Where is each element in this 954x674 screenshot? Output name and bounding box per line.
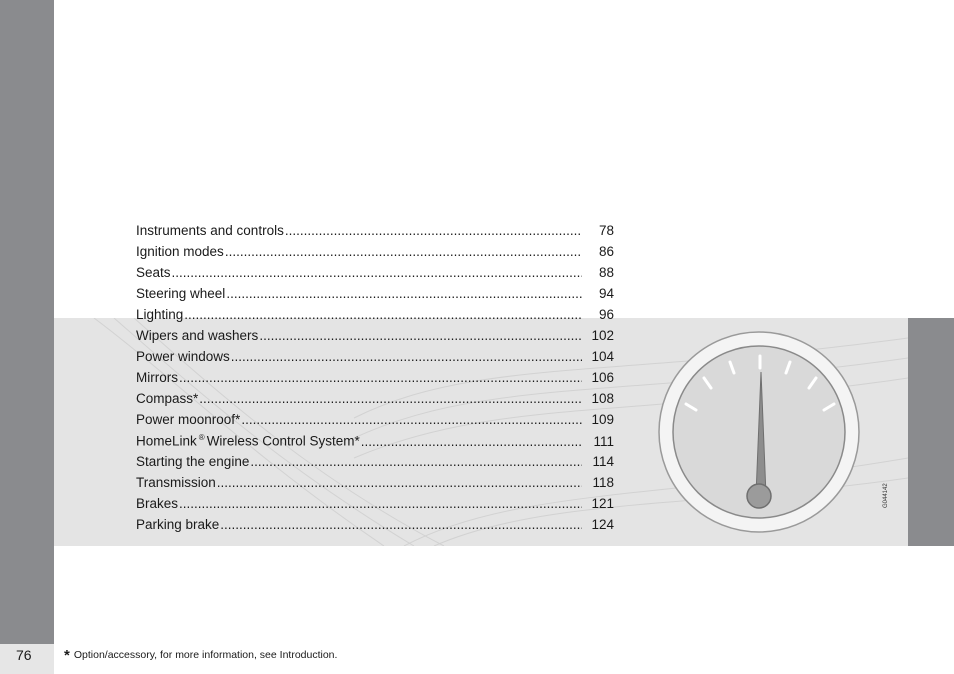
- toc-entry-page: 111: [593, 433, 614, 449]
- toc-entry-page: 106: [591, 370, 614, 385]
- toc-leader-dots: [226, 286, 582, 301]
- toc-entry-title: Lighting: [136, 307, 184, 322]
- toc-entry-page: 109: [591, 412, 614, 427]
- toc-leader-dots: [250, 454, 582, 469]
- toc-entry[interactable]: [136, 412, 614, 433]
- toc-leader-dots: [259, 328, 582, 343]
- toc-entry-title: Wipers and washers: [136, 328, 259, 343]
- toc-entry-title: Steering wheel: [136, 286, 226, 301]
- toc-entry[interactable]: [136, 328, 614, 349]
- toc-entry-title: Power moonroof*: [136, 412, 241, 427]
- toc-entry[interactable]: [136, 349, 614, 370]
- footnote-marker: *: [64, 647, 70, 664]
- toc-leader-dots: [231, 349, 582, 364]
- toc-entry[interactable]: [136, 517, 614, 538]
- toc-leader-dots: [184, 307, 582, 322]
- toc-entry-page: 108: [591, 391, 614, 406]
- speedometer-gauge-icon: [657, 330, 861, 534]
- toc-entry-page: 88: [598, 265, 614, 280]
- toc-entry-title-rest: Wireless Control System*: [206, 433, 360, 449]
- page-number: 76: [0, 644, 54, 674]
- toc-entry[interactable]: [136, 496, 614, 517]
- toc-entry[interactable]: [136, 391, 614, 412]
- toc-entry[interactable]: [136, 223, 614, 244]
- toc-entry-page: 104: [591, 349, 614, 364]
- toc-entry-page: 96: [598, 307, 614, 322]
- toc-leader-dots: [220, 517, 582, 532]
- toc-leader-dots: [285, 223, 582, 238]
- toc-entry[interactable]: [136, 244, 614, 265]
- toc-entry-title: Power windows: [136, 349, 230, 364]
- right-chapter-tab: [908, 318, 954, 546]
- toc-entry-title: Instruments and controls: [136, 223, 284, 238]
- toc-entry-page: 94: [598, 286, 614, 301]
- toc-leader-dots: [361, 434, 582, 449]
- toc-entry-page: 78: [598, 223, 614, 238]
- toc-entry-title: [136, 433, 360, 449]
- illustration-code: G044142: [883, 483, 889, 508]
- toc-entry-title: Ignition modes: [136, 244, 224, 259]
- toc-entry-page: 86: [598, 244, 614, 259]
- toc-entry-title: Mirrors: [136, 370, 178, 385]
- toc-entry[interactable]: [136, 475, 614, 496]
- toc-entry-title: Brakes: [136, 496, 179, 511]
- left-side-bar: [0, 0, 54, 674]
- toc-leader-dots: [199, 391, 582, 406]
- toc-entry-title: Seats: [136, 265, 171, 280]
- toc-leader-dots: [179, 496, 582, 511]
- footnote: [64, 647, 337, 664]
- toc-entry[interactable]: [136, 286, 614, 307]
- toc-entry-page: 102: [591, 328, 614, 343]
- toc-leader-dots: [241, 412, 582, 427]
- toc-entry-page: 118: [592, 475, 614, 490]
- registered-mark: ®: [198, 433, 205, 442]
- toc-leader-dots: [172, 265, 582, 280]
- toc-entry-title: Starting the engine: [136, 454, 250, 469]
- footnote-text: Option/accessory, for more information, see Introduction.: [73, 649, 338, 661]
- toc-entry-page: 124: [591, 517, 614, 532]
- table-of-contents: [136, 223, 614, 538]
- toc-entry[interactable]: [136, 454, 614, 475]
- toc-entry-title: Parking brake: [136, 517, 220, 532]
- toc-entry-title-main: HomeLink: [136, 433, 197, 449]
- toc-leader-dots: [225, 244, 582, 259]
- toc-leader-dots: [217, 475, 582, 490]
- toc-entry-page: 114: [592, 454, 614, 469]
- toc-entry[interactable]: [136, 307, 614, 328]
- toc-leader-dots: [179, 370, 582, 385]
- toc-entry-page: 121: [591, 496, 614, 511]
- toc-entry-title: Transmission: [136, 475, 216, 490]
- toc-entry[interactable]: [136, 433, 614, 454]
- toc-entry[interactable]: [136, 370, 614, 391]
- toc-entry-title: Compass*: [136, 391, 199, 406]
- toc-entry[interactable]: [136, 265, 614, 286]
